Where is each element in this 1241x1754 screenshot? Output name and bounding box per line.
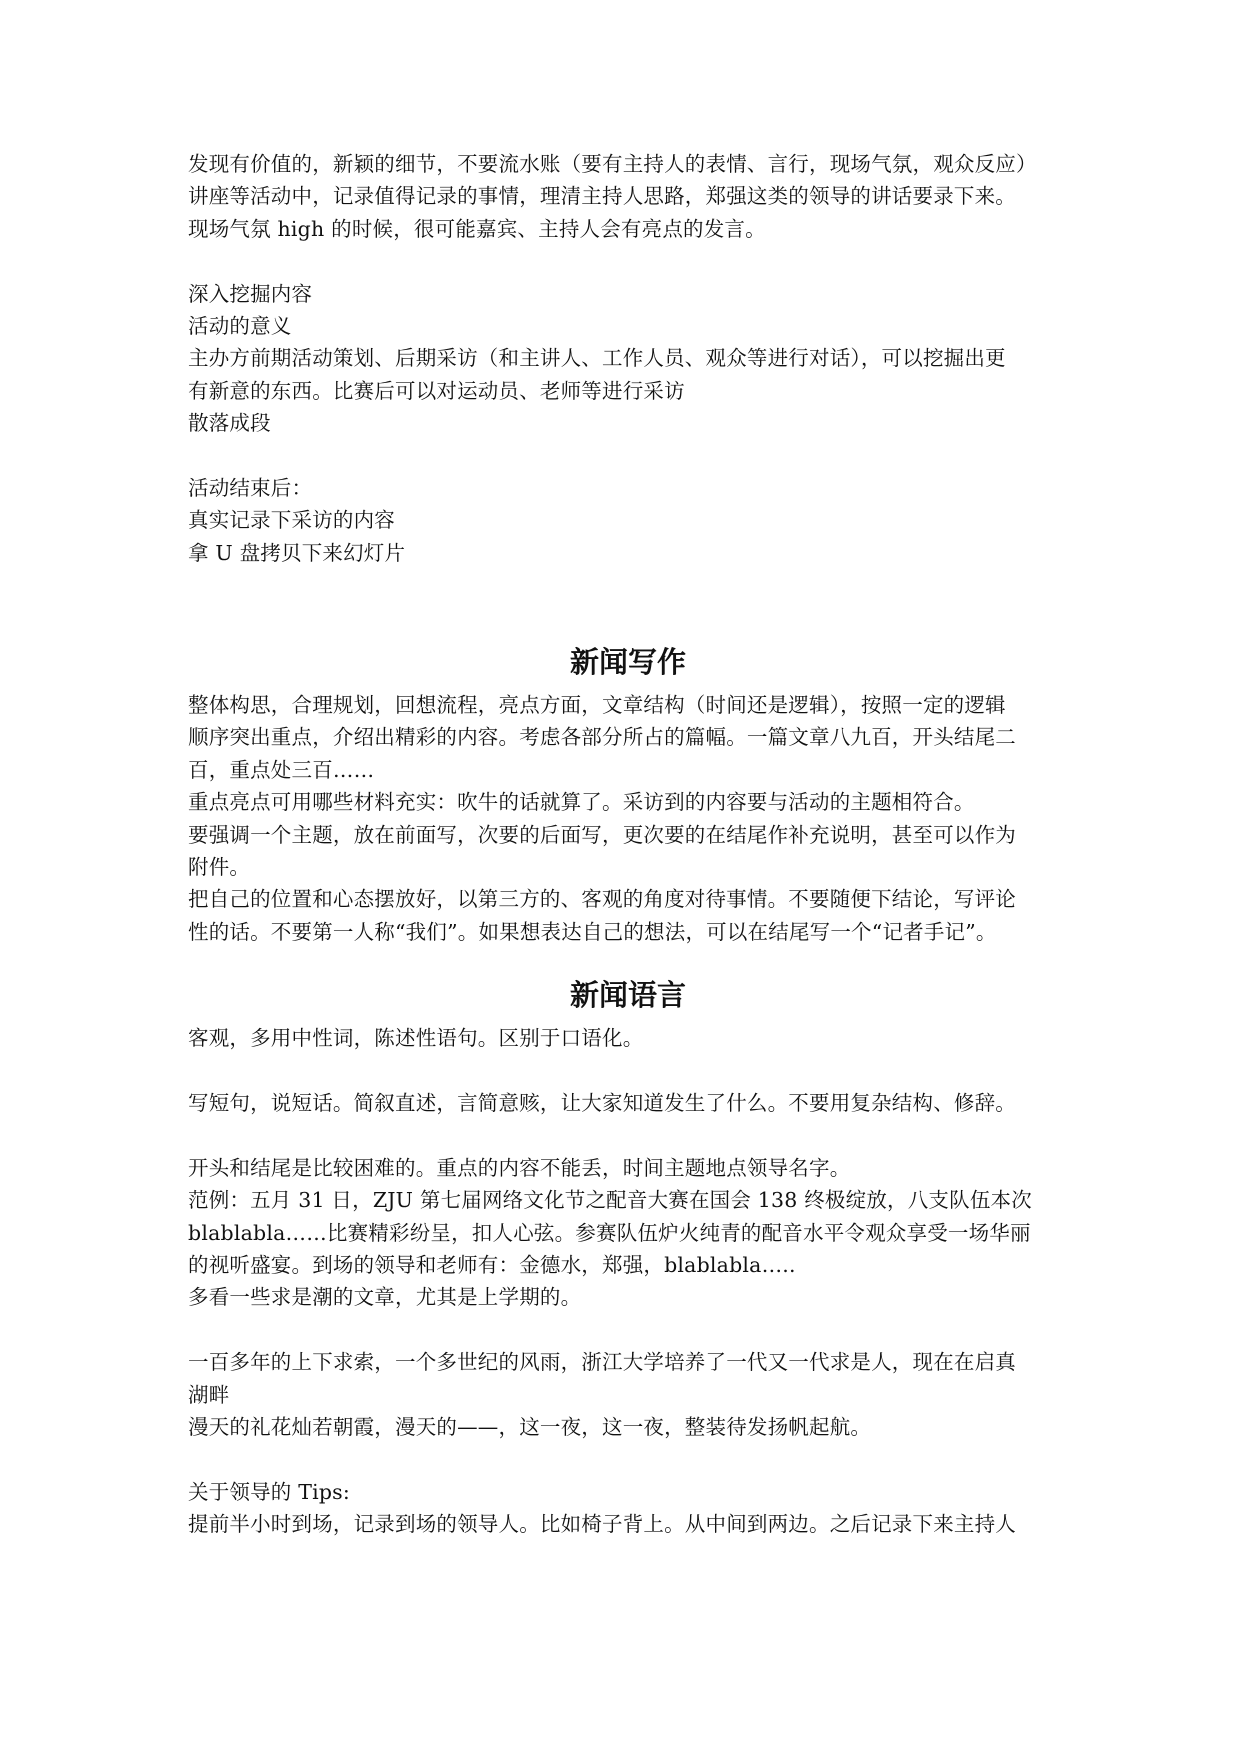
paragraph-line: blablabla……比赛精彩纷呈，扣人心弦。参赛队伍炉火纯青的配音水平令观众享受一场华丽 <box>188 1220 1031 1245</box>
blank-line <box>188 1055 1068 1087</box>
paragraph-line: 把自己的位置和心态摆放好，以第三方的、客观的角度对待事情。不要随便下结论，写评论 <box>188 887 1016 912</box>
section-news-language <box>188 1022 1068 1540</box>
section-dig-content <box>188 278 1068 440</box>
paragraph-line: 多看一些求是潮的文章，尤其是上学期的。 <box>188 1285 582 1310</box>
document-page <box>188 148 1068 1540</box>
section-gap <box>188 948 1068 970</box>
blank-line <box>188 1119 1068 1151</box>
paragraph-line: 顺序突出重点，介绍出精彩的内容。考虑各部分所占的篇幅。一篇文章八九百，开头结尾二 <box>188 725 1016 750</box>
paragraph-line: 要强调一个主题，放在前面写，次要的后面写，更次要的在结尾作补充说明，甚至可以作为 <box>188 822 1016 847</box>
paragraph-line: 活动结束后： <box>188 475 313 500</box>
paragraph-line: 写短句，说短话。简叙直述，言简意赅，让大家知道发生了什么。不要用复杂结构、修辞。 <box>188 1090 1016 1115</box>
paragraph-line: 有新意的东西。比赛后可以对运动员、老师等进行采访 <box>188 378 685 403</box>
paragraph-line: 附件。 <box>188 855 251 880</box>
paragraph-line: 客观，多用中性词，陈述性语句。区别于口语化。 <box>188 1026 644 1051</box>
paragraph-line: 范例：五月 31 日，ZJU 第七届网络文化节之配音大赛在国会 138 终极绽放，八支队伍本次 <box>188 1188 1032 1213</box>
paragraph-line: 漫天的礼花灿若朝霞，漫天的——，这一夜，这一夜，整装待发扬帆起航。 <box>188 1414 872 1439</box>
section-notes-details <box>188 148 1068 245</box>
blank-line <box>188 1443 1068 1475</box>
blank-line <box>188 245 1068 277</box>
heading-news-writing: 新闻写作 <box>569 645 686 680</box>
paragraph-line: 拿 U 盘拷贝下来幻灯片 <box>188 540 406 565</box>
paragraph-line: 活动的意义 <box>188 313 292 338</box>
paragraph-line: 湖畔 <box>188 1382 230 1407</box>
paragraph-line: 性的话。不要第一人称“我们”。如果想表达自己的想法，可以在结尾写一个“记者手记”。 <box>188 919 997 944</box>
paragraph-line: 百，重点处三百…… <box>188 757 375 782</box>
blank-line <box>188 1314 1068 1346</box>
section-after-event <box>188 472 1068 569</box>
heading-news-language: 新闻语言 <box>569 978 686 1013</box>
section-news-writing <box>188 689 1068 948</box>
paragraph-line: 发现有价值的，新颖的细节，不要流水账（要有主持人的表情、言行，现场气氛，观众反应） <box>188 152 1037 176</box>
paragraph-line: 开头和结尾是比较困难的。重点的内容不能丢，时间主题地点领导名字。 <box>188 1155 851 1180</box>
blank-line <box>188 440 1068 472</box>
paragraph-line: 讲座等活动中，记录值得记录的事情，理清主持人思路，郑强这类的领导的讲话要录下来。 <box>188 184 1016 209</box>
paragraph-line: 重点亮点可用哪些材料充实：吹牛的话就算了。采访到的内容要与活动的主题相符合。 <box>188 790 975 815</box>
paragraph-line: 关于领导的 Tips: <box>188 1479 350 1504</box>
paragraph-line: 散落成段 <box>188 411 271 436</box>
paragraph-line: 一百多年的上下求索，一个多世纪的风雨，浙江大学培养了一代又一代求是人，现在在启真 <box>188 1350 1016 1375</box>
section-gap <box>188 569 1068 637</box>
paragraph-line: 整体构思，合理规划，回想流程，亮点方面，文章结构（时间还是逻辑），按照一定的逻辑 <box>188 693 1006 718</box>
paragraph-line: 现场气氛 high 的时候，很可能嘉宾、主持人会有亮点的发言。 <box>188 216 766 241</box>
paragraph-line: 的视听盛宴。到场的领导和老师有：金德水，郑强，blablabla….. <box>188 1252 796 1277</box>
paragraph-line: 提前半小时到场，记录到场的领导人。比如椅子背上。从中间到两边。之后记录下来主持人 <box>188 1512 1016 1537</box>
paragraph-line: 深入挖掘内容 <box>188 281 313 306</box>
paragraph-line: 真实记录下采访的内容 <box>188 508 395 533</box>
paragraph-line: 主办方前期活动策划、后期采访（和主讲人、工作人员、观众等进行对话），可以挖掘出更 <box>188 346 1006 371</box>
